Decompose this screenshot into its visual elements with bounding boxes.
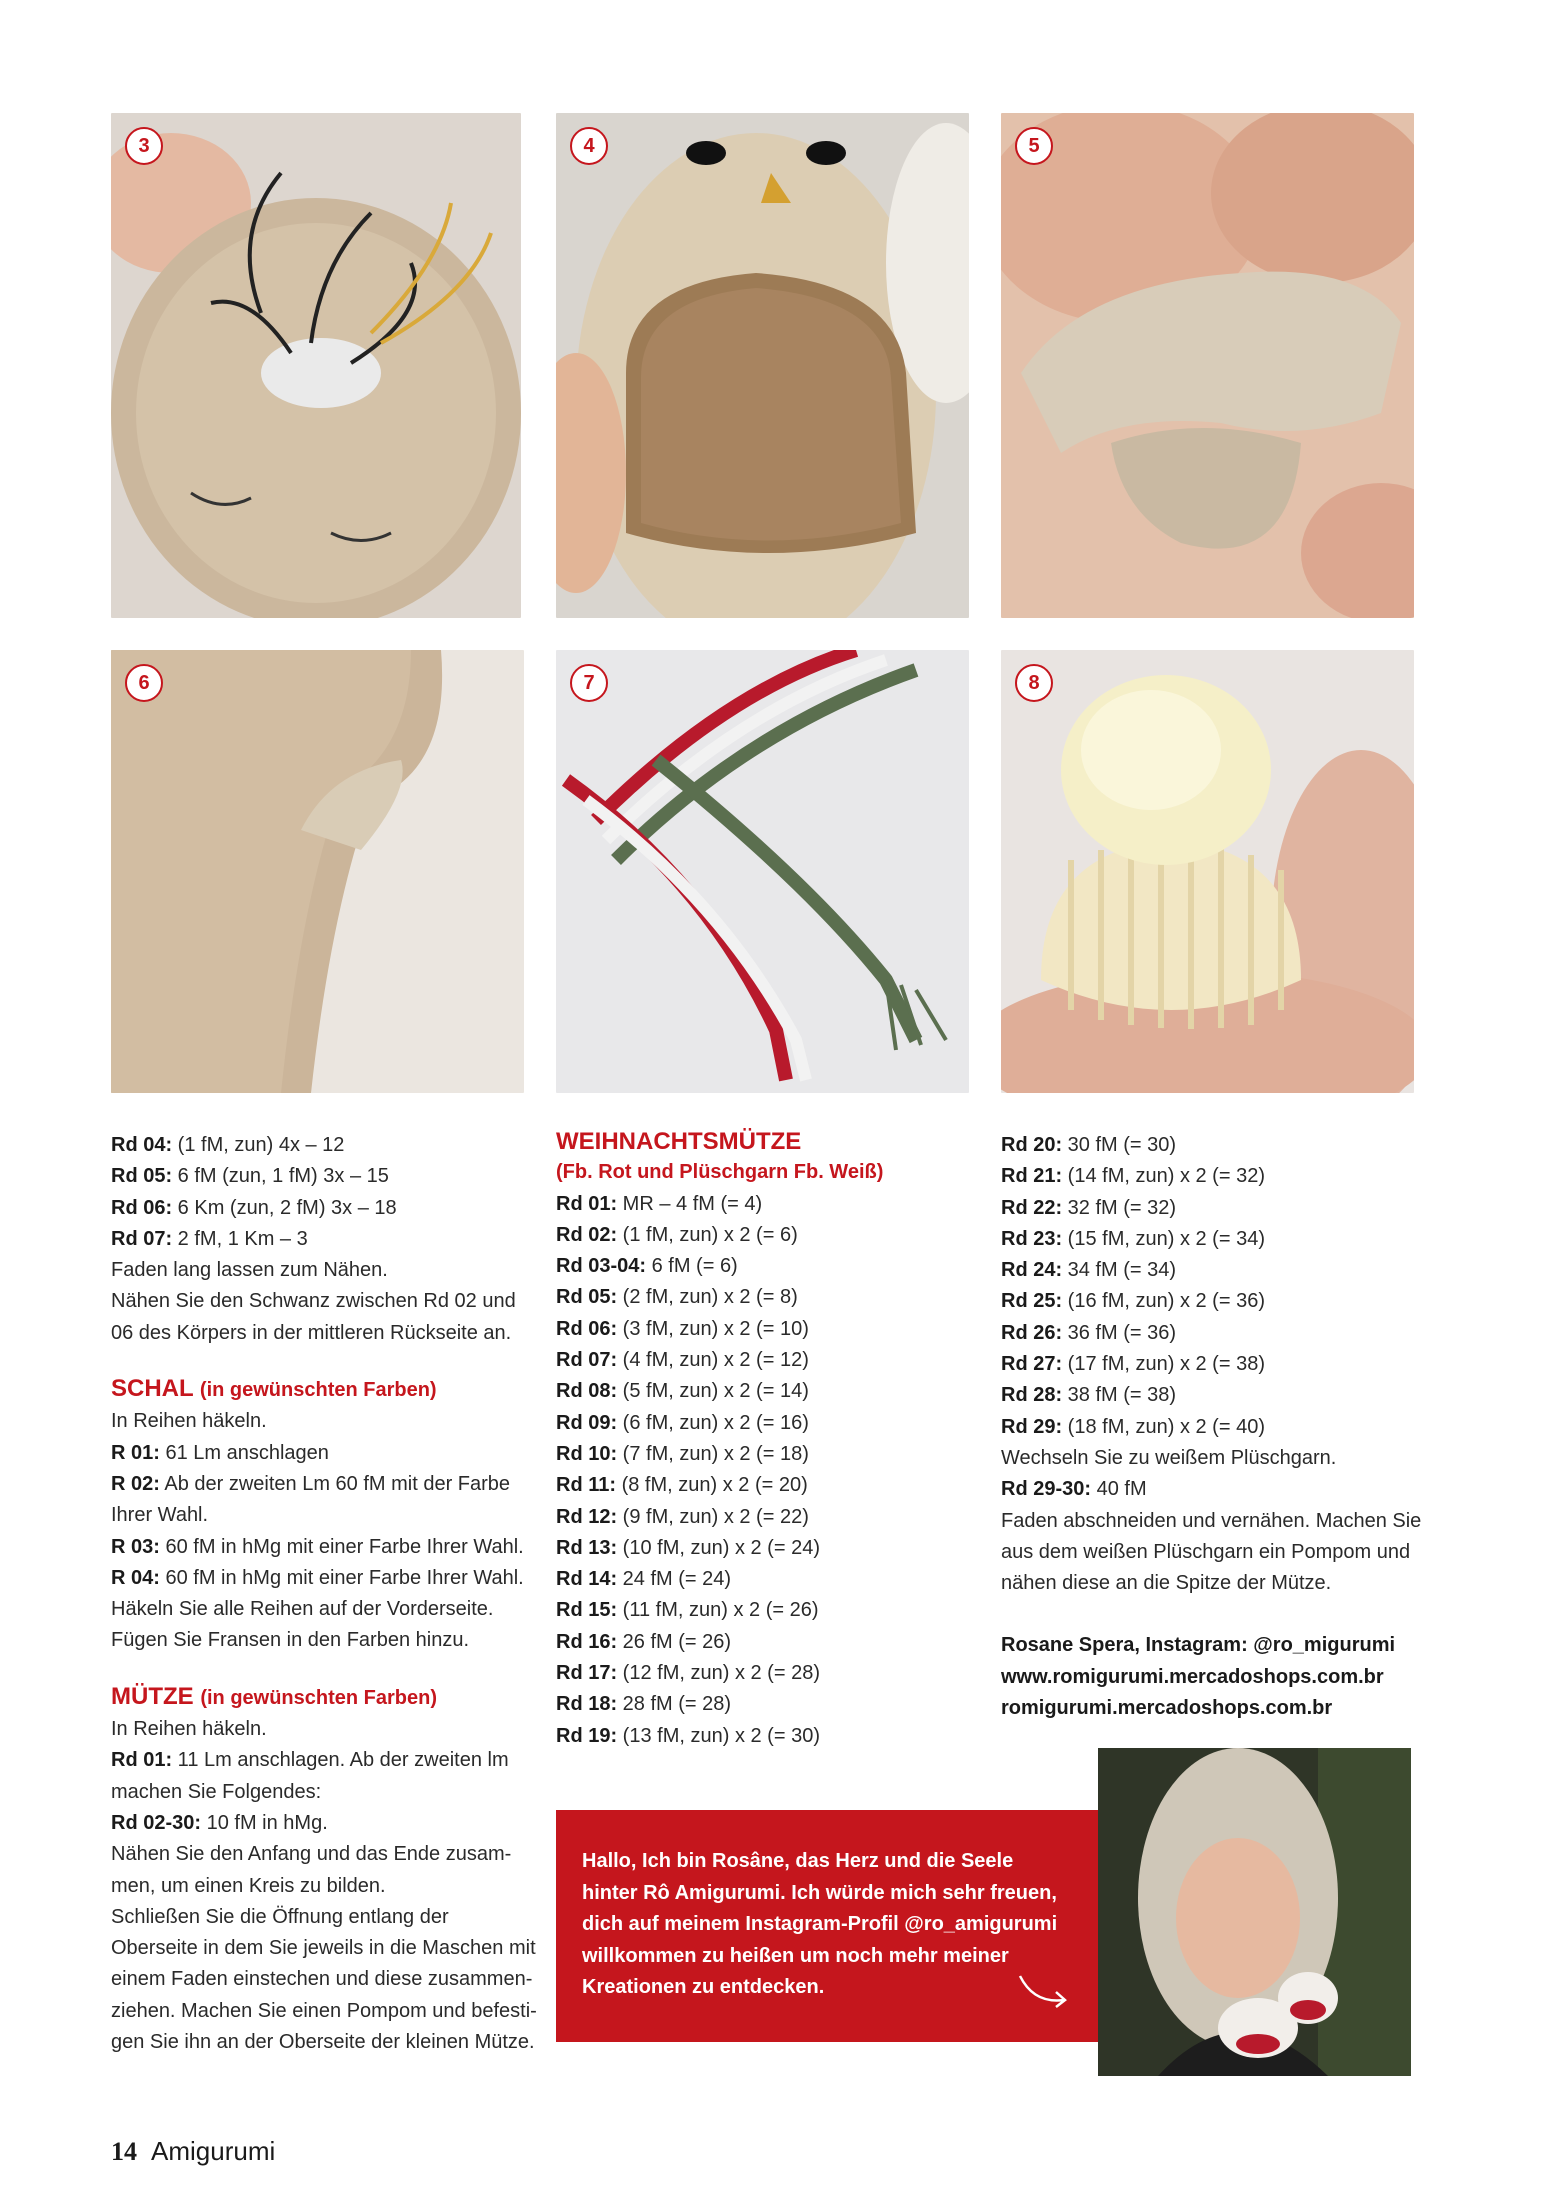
magazine-title: Amigurumi [151, 2136, 276, 2166]
step-badge: 6 [125, 664, 163, 702]
step-badge: 8 [1015, 664, 1053, 702]
pattern-line: Fügen Sie Fransen in den Farben hinzu. [111, 1629, 469, 1652]
pattern-line: gen Sie ihn an der Oberseite der kleinen Mütze. [111, 2031, 535, 2054]
pattern-line: Rd 19: (13 fM, zun) x 2 (= 30) [556, 1724, 820, 1747]
pattern-line: Rd 02-30: 10 fM in hMg. [111, 1811, 328, 1834]
pattern-line: Nähen Sie den Anfang und das Ende zusam- [111, 1843, 512, 1866]
pattern-line: Rd 09: (6 fM, zun) x 2 (= 16) [556, 1411, 809, 1434]
step-badge: 4 [570, 127, 608, 165]
curved-arrow-icon [1016, 1970, 1072, 2010]
section-subtitle: (Fb. Rot und Plüschgarn Fb. Weiß) [556, 1161, 884, 1184]
column-middle [556, 1126, 976, 1752]
pattern-line: Rd 01: 11 Lm anschlagen. Ab der zweiten lm [111, 1749, 509, 1772]
pattern-line: Rd 29: (18 fM, zun) x 2 (= 40) [1001, 1415, 1265, 1438]
photo-step-5 [1001, 113, 1414, 618]
pattern-line: einem Faden einstechen und diese zusammen- [111, 1968, 533, 1991]
round-list [556, 1189, 976, 1752]
photo-step-6 [111, 650, 524, 1093]
pattern-line: Schließen Sie die Öffnung entlang der [111, 1905, 449, 1928]
photo-step-7 [556, 650, 969, 1093]
pattern-line: R 03: 60 fM in hMg mit einer Farbe Ihrer Wahl. [111, 1535, 524, 1558]
credit-website[interactable]: www.romigurumi.mercadoshops.com.br [1001, 1665, 1384, 1688]
pattern-line: In Reihen häkeln. [111, 1718, 267, 1741]
section-title-muetze: MÜTZE (in gewünschten Farben) [111, 1682, 438, 1710]
pattern-line: men, um einen Kreis zu bilden. [111, 1874, 386, 1897]
step-badge: 7 [570, 664, 608, 702]
pattern-line: Rd 21: (14 fM, zun) x 2 (= 32) [1001, 1165, 1265, 1188]
pattern-line: machen Sie Folgendes: [111, 1780, 322, 1803]
pattern-line: Rd 07: (4 fM, zun) x 2 (= 12) [556, 1349, 809, 1372]
photo-step-4 [556, 113, 969, 618]
pattern-line: Rd 28: 38 fM (= 38) [1001, 1384, 1177, 1407]
pattern-line: nähen diese an die Spitze der Mütze. [1001, 1572, 1332, 1595]
pattern-line: Rd 06: (3 fM, zun) x 2 (= 10) [556, 1317, 809, 1340]
step-badge: 3 [125, 127, 163, 165]
page-number: 14 [111, 2137, 137, 2166]
pattern-line: Rd 11: (8 fM, zun) x 2 (= 20) [556, 1474, 808, 1497]
pattern-line: R 04: 60 fM in hMg mit einer Farbe Ihrer Wahl. [111, 1566, 524, 1589]
round-list [1001, 1130, 1431, 1599]
pattern-line: Rd 03-04: 6 fM (= 6) [556, 1255, 738, 1278]
pattern-line: Rd 22: 32 fM (= 32) [1001, 1196, 1177, 1219]
column-right [1001, 1130, 1431, 1724]
pattern-line: Rd 13: (10 fM, zun) x 2 (= 24) [556, 1536, 820, 1559]
callout-line: Kreationen zu entdecken. [582, 1976, 825, 1998]
note-line: Nähen Sie den Schwanz zwischen Rd 02 und [111, 1290, 516, 1313]
callout-text [582, 1846, 1082, 2004]
section-title-schal: SCHAL (in gewünschten Farben) [111, 1375, 437, 1403]
section-title-weihnachtsmuetze: WEIHNACHTSMÜTZE [556, 1128, 802, 1155]
photo-step-3 [111, 113, 521, 618]
pattern-line: In Reihen häkeln. [111, 1410, 267, 1433]
page-footer [111, 2136, 275, 2167]
crochet-hat-photo [1001, 650, 1414, 1093]
pattern-line: Rd 24: 34 fM (= 34) [1001, 1259, 1177, 1282]
crochet-owl-belly-photo [556, 113, 969, 618]
author-portrait [1098, 1748, 1411, 2076]
pattern-line: Faden abschneiden und vernähen. Machen Sie [1001, 1509, 1422, 1532]
pattern-line: Wechseln Sie zu weißem Plüschgarn. [1001, 1446, 1337, 1469]
pattern-line: R 01: 61 Lm anschlagen [111, 1441, 329, 1464]
pattern-line: Rd 18: 28 fM (= 28) [556, 1693, 732, 1716]
note-line: 06 des Körpers in der mittleren Rückseite an. [111, 1321, 512, 1344]
pattern-line: Oberseite in dem Sie jeweils in die Maschen mit [111, 1937, 536, 1960]
callout-line: dich auf meinem Instagram-Profil @ro_amigurumi [582, 1913, 1058, 1935]
callout-line: Hallo, Ich bin Rosâne, das Herz und die Seele [582, 1850, 1014, 1872]
step-badge: 5 [1015, 127, 1053, 165]
pattern-line: Rd 10: (7 fM, zun) x 2 (= 18) [556, 1442, 809, 1465]
pattern-line: Rd 14: 24 fM (= 24) [556, 1568, 732, 1591]
note-line: Faden lang lassen zum Nähen. [111, 1259, 388, 1282]
crochet-wing-photo [1001, 113, 1414, 618]
pattern-line: Rd 27: (17 fM, zun) x 2 (= 38) [1001, 1353, 1265, 1376]
credit-author: Rosane Spera, Instagram: @ro_migurumi [1001, 1634, 1396, 1657]
pattern-line: Rd 02: (1 fM, zun) x 2 (= 6) [556, 1223, 798, 1246]
column-left [111, 1130, 537, 2058]
pattern-line: Rd 05: 6 fM (zun, 1 fM) 3x – 15 [111, 1165, 389, 1188]
pattern-line: Rd 06: 6 Km (zun, 2 fM) 3x – 18 [111, 1196, 397, 1219]
credit-shop-link[interactable]: romigurumi.mercadoshops.com.br [1001, 1697, 1333, 1720]
pattern-line: Rd 05: (2 fM, zun) x 2 (= 8) [556, 1286, 798, 1309]
crochet-tail-photo [111, 650, 524, 1093]
pattern-line: aus dem weißen Plüschgarn ein Pompom und [1001, 1540, 1411, 1563]
callout-line: hinter Rô Amigurumi. Ich würde mich sehr freuen, [582, 1881, 1057, 1904]
pattern-line: Rd 17: (12 fM, zun) x 2 (= 28) [556, 1662, 820, 1685]
callout-line: willkommen zu heißen um noch mehr meiner [582, 1944, 1009, 1967]
pattern-line: Rd 26: 36 fM (= 36) [1001, 1321, 1177, 1344]
photo-step-8 [1001, 650, 1414, 1093]
pattern-line: Rd 12: (9 fM, zun) x 2 (= 22) [556, 1505, 809, 1528]
pattern-line: ziehen. Machen Sie einen Pompom und befesti- [111, 1999, 537, 2022]
author-callout [556, 1810, 1098, 2042]
pattern-line: Rd 25: (16 fM, zun) x 2 (= 36) [1001, 1290, 1265, 1313]
crochet-owl-body-photo [111, 113, 521, 618]
pattern-line: Rd 07: 2 fM, 1 Km – 3 [111, 1227, 308, 1250]
pattern-line: Rd 23: (15 fM, zun) x 2 (= 34) [1001, 1227, 1265, 1250]
pattern-line: Rd 15: (11 fM, zun) x 2 (= 26) [556, 1599, 819, 1622]
crochet-scarf-photo [556, 650, 969, 1093]
pattern-line: R 02: Ab der zweiten Lm 60 fM mit der Farbe [111, 1472, 511, 1495]
pattern-line: Rd 20: 30 fM (= 30) [1001, 1134, 1177, 1156]
pattern-line: Rd 29-30: 40 fM [1001, 1478, 1147, 1501]
pattern-line: Rd 08: (5 fM, zun) x 2 (= 14) [556, 1380, 809, 1403]
pattern-line: Rd 16: 26 fM (= 26) [556, 1630, 732, 1653]
pattern-line: Rd 04: (1 fM, zun) 4x – 12 [111, 1134, 345, 1156]
pattern-line: Ihrer Wahl. [111, 1504, 209, 1527]
author-photo [1098, 1748, 1411, 2076]
pattern-line: Häkeln Sie alle Reihen auf der Vorderseite. [111, 1598, 494, 1621]
pattern-line: Rd 01: MR – 4 fM (= 4) [556, 1192, 763, 1215]
